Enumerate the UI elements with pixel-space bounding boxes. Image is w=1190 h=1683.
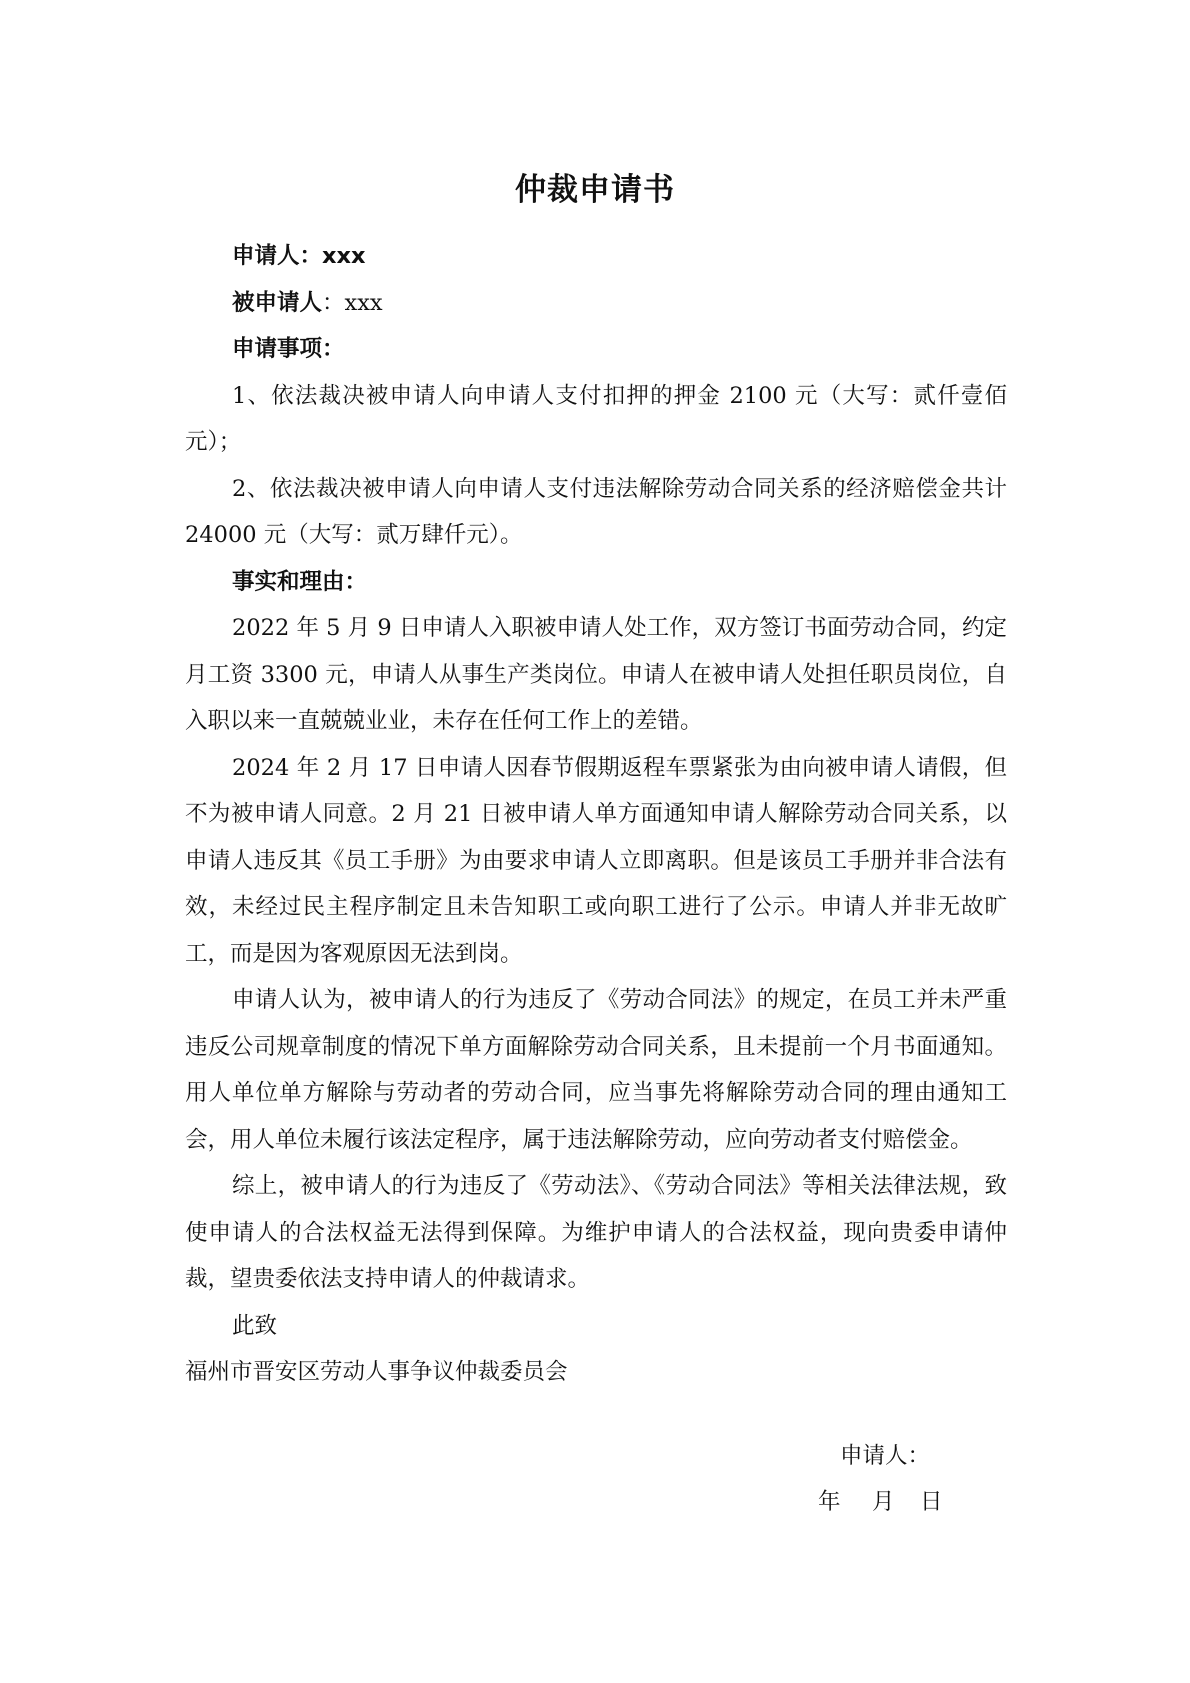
respondent-line [185, 280, 1007, 327]
fact-paragraph-1: 2022 年 5 月 9 日申请人入职被申请人处工作，双方签订书面劳动合同，约定月工资 3300 元，申请人从事生产类岗位。申请人在被申请人处担任职员岗位，自入职以来一直兢兢业业，未存在任何工作上的差错。 [185, 615, 1007, 734]
date-year-label: 年 [818, 1489, 841, 1515]
applicant-label: 申请人： [232, 243, 323, 269]
document-title: 仲裁申请书 [515, 172, 675, 208]
date-day-label: 日 [920, 1489, 943, 1515]
signature-date [818, 1479, 943, 1526]
recipient-line: 福州市晋安区劳动人事争议仲裁委员会 [185, 1359, 568, 1385]
document-body [185, 233, 1007, 1396]
closing-salutation: 此致 [232, 1312, 278, 1339]
applicant-line [185, 233, 1007, 280]
applicant-value: xxx [322, 243, 366, 269]
facts-heading: 事实和理由： [232, 568, 368, 595]
respondent-value: ：xxx [322, 289, 383, 316]
date-month-label: 月 [872, 1489, 895, 1515]
fact-paragraph-2: 2024 年 2 月 17 日申请人因春节假期返程车票紧张为由向被申请人请假，但不为被申请人同意。2 月 21 日被申请人单方面通知申请人解除劳动合同关系，以申请人违反其《员工手册》为由要求申请人立即离职。但是该员工手册并非合法有效，未经过民主程序制定且未告知职工或向职工进行了公示。申请人并非无故旷工，而是因为客观原因无法到岗。 [185, 754, 1007, 967]
claim-item-2: 2、依法裁决被申请人向申请人支付违法解除劳动合同关系的经济赔偿金共计 24000 元（大写：贰万肆仟元）。 [185, 475, 1007, 548]
fact-paragraph-4: 综上，被申请人的行为违反了《劳动法》、《劳动合同法》等相关法律法规，致使申请人的合法权益无法得到保障。为维护申请人的合法权益，现向贵委申请仲裁，望贵委依法支持申请人的仲裁请求。 [185, 1173, 1007, 1292]
respondent-label: 被申请人 [232, 289, 323, 316]
signature-label: 申请人： [840, 1443, 931, 1469]
claim-item-1: 1、依法裁决被申请人向申请人支付扣押的押金 2100 元（大写：贰仟壹佰元）； [185, 382, 1007, 455]
fact-paragraph-3: 申请人认为，被申请人的行为违反了《劳动合同法》的规定，在员工并未严重违反公司规章制度的情况下单方面解除劳动合同关系，且未提前一个月书面通知。用人单位单方解除与劳动者的劳动合同，应当事先将解除劳动合同的理由通知工会，用人单位未履行该法定程序，属于违法解除劳动，应向劳动者支付赔偿金。 [185, 987, 1007, 1153]
claims-heading: 申请事项： [232, 336, 345, 362]
